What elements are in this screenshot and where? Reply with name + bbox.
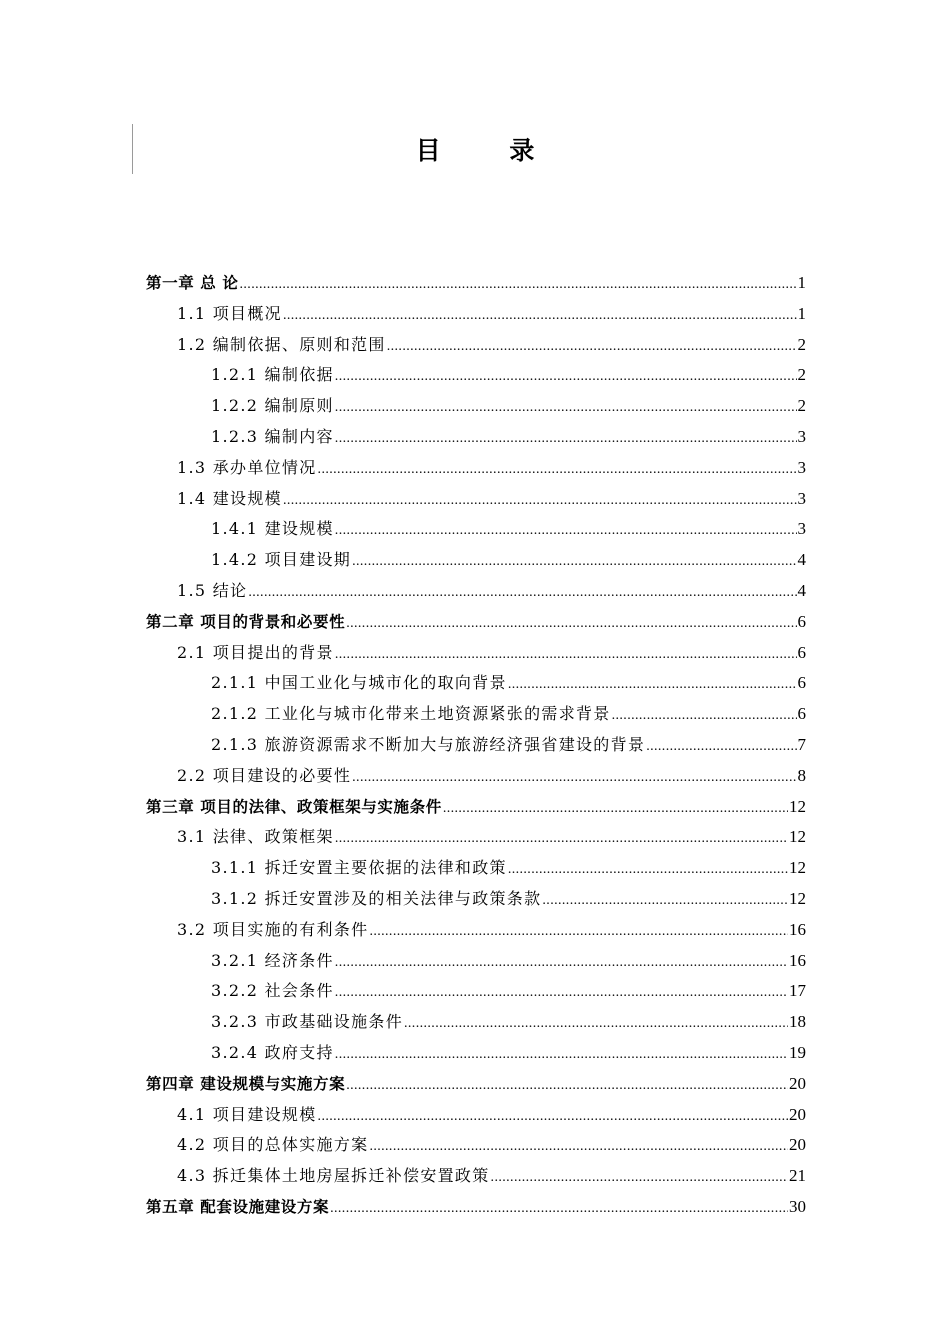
- toc-entry-label: 第二章 项目的背景和必要性: [146, 612, 346, 631]
- toc-entry[interactable]: [146, 484, 806, 515]
- toc-entry-page: 30: [789, 1196, 806, 1216]
- toc-entry[interactable]: [146, 976, 806, 1007]
- toc-entry-page: 17: [789, 981, 806, 1001]
- toc-entry[interactable]: [146, 638, 806, 669]
- toc-leader-dots: [330, 1194, 788, 1225]
- toc-leader-dots: [335, 362, 797, 393]
- toc-leader-dots: [248, 578, 796, 609]
- toc-leader-dots: [369, 1132, 788, 1163]
- toc-leader-dots: [283, 486, 797, 517]
- toc-entry[interactable]: [146, 514, 806, 545]
- toc-entry-label: 2.1.2 工业化与城市化带来土地资源紧张的需求背景: [211, 704, 611, 724]
- toc-entry-label: 1.2.1 编制依据: [211, 365, 334, 385]
- toc-leader-dots: [404, 1009, 788, 1040]
- toc-entry[interactable]: [146, 884, 806, 915]
- toc-entry-page: 8: [797, 765, 806, 785]
- toc-entry-label: 1.2 编制依据、原则和范围: [177, 334, 386, 354]
- toc-entry-label: 1.2.3 编制内容: [211, 426, 334, 446]
- toc-entry-page: 3: [797, 457, 806, 477]
- toc-leader-dots: [369, 917, 788, 948]
- toc-entry-label: 1.4.2 项目建设期: [211, 550, 352, 570]
- toc-entry-page: 3: [797, 519, 806, 539]
- toc-entry-page: 20: [789, 1073, 806, 1093]
- toc-entry[interactable]: [146, 699, 806, 730]
- toc-leader-dots: [335, 978, 788, 1009]
- toc-entry-label: 4.2 项目的总体实施方案: [177, 1135, 369, 1155]
- toc-entry[interactable]: [146, 915, 806, 946]
- toc-entry[interactable]: [146, 576, 806, 607]
- toc-entry-label: 第五章 配套设施建设方案: [146, 1197, 330, 1216]
- toc-entry-label: 1.1 项目概况: [177, 303, 282, 323]
- toc-entry[interactable]: [146, 268, 806, 299]
- toc-entry[interactable]: [146, 761, 806, 792]
- toc-entry-page: 4: [797, 580, 806, 600]
- toc-entry-page: 4: [797, 550, 806, 570]
- toc-entry-label: 4.3 拆迁集体土地房屋拆迁补偿安置政策: [177, 1166, 490, 1186]
- toc-entry[interactable]: [146, 422, 806, 453]
- toc-entry-page: 21: [789, 1166, 806, 1186]
- toc-leader-dots: [335, 1040, 788, 1071]
- toc-entry-page: 1: [797, 273, 806, 292]
- toc-leader-dots: [240, 270, 797, 301]
- toc-entry-label: 3.2.4 政府支持: [211, 1042, 334, 1062]
- toc-entry-label: 3.2.3 市政基础设施条件: [211, 1012, 403, 1032]
- toc-entry[interactable]: [146, 853, 806, 884]
- toc-entry-page: 18: [789, 1012, 806, 1032]
- toc-entry-page: 16: [789, 919, 806, 939]
- toc-leader-dots: [542, 886, 788, 917]
- toc-title: 目 录: [415, 136, 565, 165]
- toc-entry-page: 7: [797, 734, 806, 754]
- toc-entry-label: 3.1.1 拆迁安置主要依据的法律和政策: [211, 858, 507, 878]
- toc-entry-label: 2.1.1 中国工业化与城市化的取向背景: [211, 673, 507, 693]
- toc-leader-dots: [335, 424, 797, 455]
- toc-entry-page: 3: [797, 426, 806, 446]
- toc-leader-dots: [283, 301, 797, 332]
- toc-leader-dots: [646, 732, 796, 763]
- toc-leader-dots: [508, 670, 797, 701]
- toc-leader-dots: [352, 763, 796, 794]
- toc-entry-label: 第四章 建设规模与实施方案: [146, 1074, 346, 1093]
- toc-entry-page: 12: [789, 827, 806, 847]
- toc-entry-label: 3.2.2 社会条件: [211, 981, 334, 1001]
- toc-leader-dots: [387, 332, 797, 363]
- toc-entry[interactable]: [146, 822, 806, 853]
- toc-leader-dots: [443, 794, 788, 825]
- toc-entry-label: 3.2 项目实施的有利条件: [177, 919, 369, 939]
- toc-entry-page: 20: [789, 1135, 806, 1155]
- toc-leader-dots: [508, 855, 788, 886]
- toc-entry-label: 1.2.2 编制原则: [211, 396, 334, 416]
- toc-entry-label: 1.4 建设规模: [177, 488, 282, 508]
- toc-entry-label: 第三章 项目的法律、政策框架与实施条件: [146, 797, 442, 816]
- toc-entry-label: 1.5 结论: [177, 580, 248, 600]
- toc-leader-dots: [318, 455, 797, 486]
- toc-entry[interactable]: [146, 1069, 806, 1100]
- toc-entry-page: 20: [789, 1104, 806, 1124]
- toc-entry-label: 3.1 法律、政策框架: [177, 827, 334, 847]
- toc-entry[interactable]: [146, 330, 806, 361]
- toc-entry[interactable]: [146, 1161, 806, 1192]
- toc-leader-dots: [335, 948, 788, 979]
- toc-entry-page: 6: [797, 611, 806, 631]
- toc-entry-label: 4.1 项目建设规模: [177, 1104, 317, 1124]
- toc-entry[interactable]: [146, 946, 806, 977]
- toc-entry-page: 2: [797, 334, 806, 354]
- toc-entry[interactable]: [146, 1007, 806, 1038]
- toc-entry[interactable]: [146, 360, 806, 391]
- toc-entry-label: 1.3 承办单位情况: [177, 457, 317, 477]
- toc-leader-dots: [346, 1071, 788, 1102]
- toc-entry-page: 12: [789, 888, 806, 908]
- toc-entry-label: 1.4.1 建设规模: [211, 519, 334, 539]
- toc-leader-dots: [335, 640, 797, 671]
- toc-entry[interactable]: [146, 1100, 806, 1131]
- toc-entry-label: 2.1 项目提出的背景: [177, 642, 334, 662]
- toc-leader-dots: [335, 516, 797, 547]
- toc-entry-page: 1: [797, 303, 806, 323]
- toc-entry[interactable]: [146, 1192, 806, 1223]
- toc-leader-dots: [612, 701, 797, 732]
- table-of-contents: [146, 268, 806, 1223]
- toc-entry-page: 12: [789, 858, 806, 878]
- toc-entry-page: 6: [797, 673, 806, 693]
- toc-leader-dots: [346, 609, 796, 640]
- toc-entry[interactable]: [146, 607, 806, 638]
- toc-entry-label: 3.2.1 经济条件: [211, 950, 334, 970]
- toc-leader-dots: [491, 1163, 788, 1194]
- toc-entry[interactable]: [146, 453, 806, 484]
- toc-entry-page: 3: [797, 488, 806, 508]
- toc-entry-label: 3.1.2 拆迁安置涉及的相关法律与政策条款: [211, 888, 542, 908]
- toc-entry[interactable]: [146, 391, 806, 422]
- toc-entry-label: 2.2 项目建设的必要性: [177, 765, 352, 785]
- toc-entry[interactable]: [146, 1130, 806, 1161]
- toc-entry[interactable]: [146, 668, 806, 699]
- toc-leader-dots: [318, 1102, 788, 1133]
- toc-entry[interactable]: [146, 730, 806, 761]
- toc-entry-page: 6: [797, 642, 806, 662]
- toc-leader-dots: [335, 393, 797, 424]
- toc-entry-page: 2: [797, 365, 806, 385]
- toc-entry-page: 6: [797, 704, 806, 724]
- toc-entry[interactable]: [146, 1038, 806, 1069]
- toc-entry-page: 12: [789, 796, 806, 816]
- toc-entry-page: 16: [789, 950, 806, 970]
- toc-entry-page: 2: [797, 396, 806, 416]
- toc-entry[interactable]: [146, 792, 806, 823]
- toc-entry-label: 2.1.3 旅游资源需求不断加大与旅游经济强省建设的背景: [211, 734, 646, 754]
- toc-leader-dots: [335, 824, 788, 855]
- toc-entry[interactable]: [146, 545, 806, 576]
- toc-entry[interactable]: [146, 299, 806, 330]
- toc-leader-dots: [352, 547, 796, 578]
- toc-entry-label: 第一章 总 论: [146, 274, 239, 292]
- toc-entry-page: 19: [789, 1042, 806, 1062]
